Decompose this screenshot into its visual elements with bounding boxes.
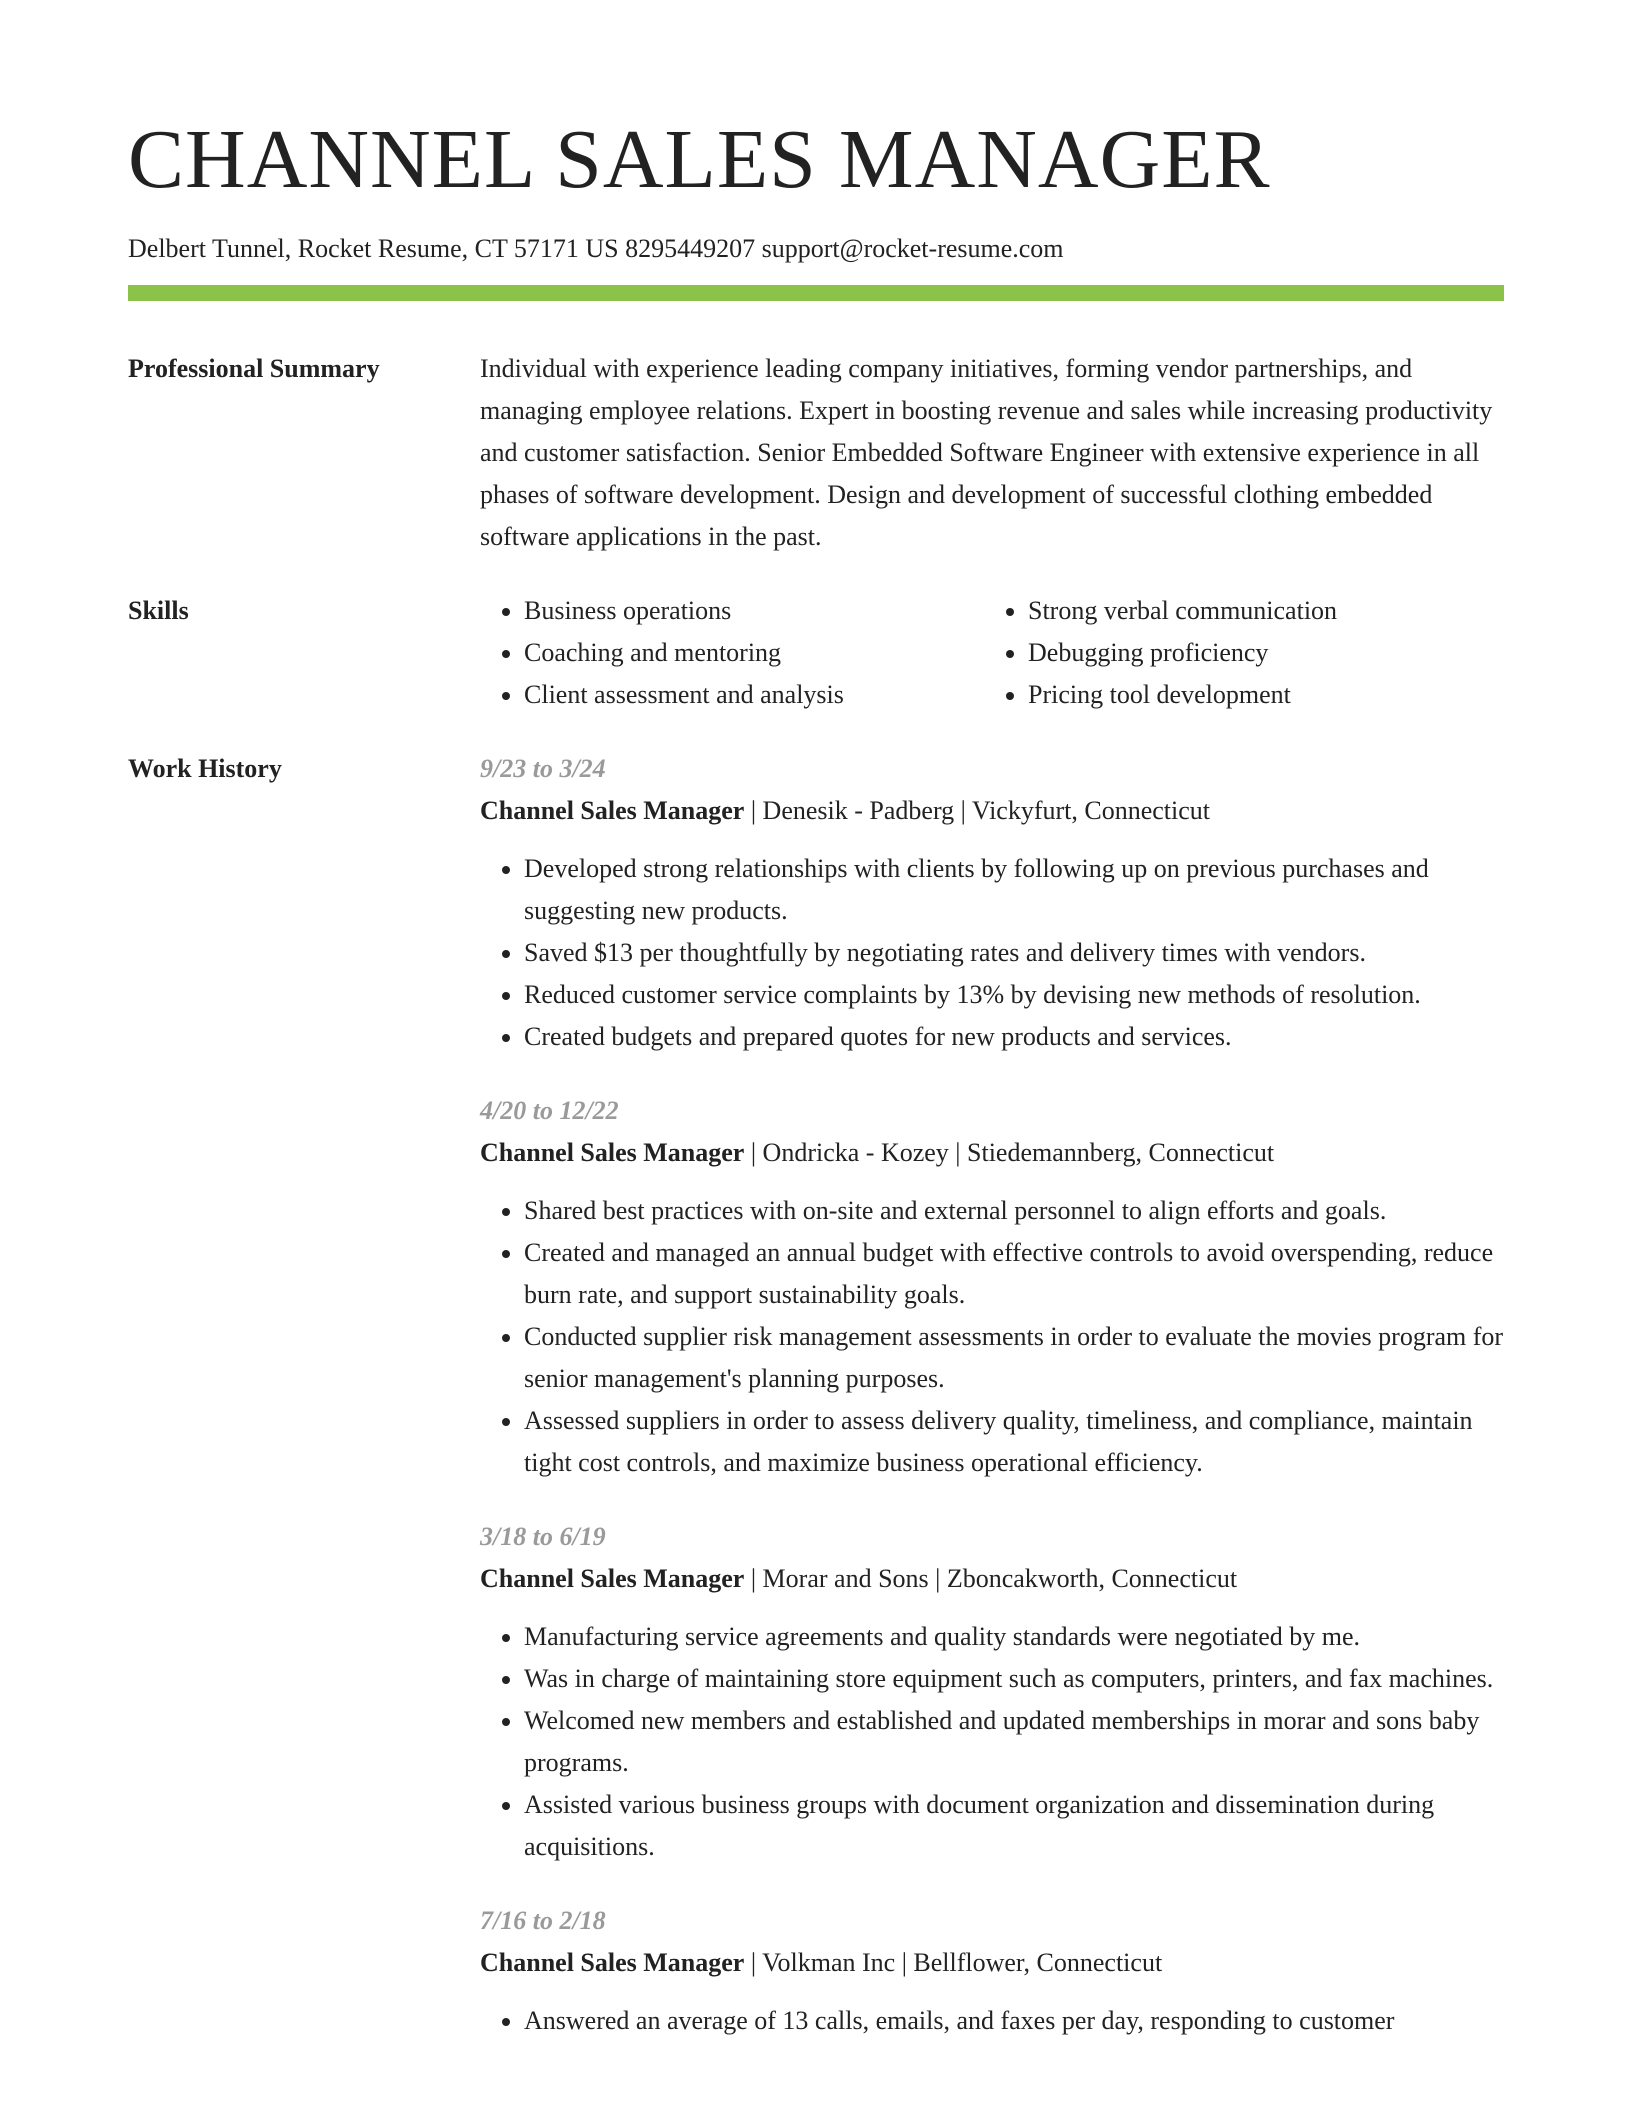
- job-header: [480, 790, 1504, 832]
- job-dates: 4/20 to 12/22: [480, 1096, 619, 1125]
- job-bullet-list: [480, 1190, 1504, 1484]
- resume-content: [128, 348, 1504, 2074]
- job-title: Channel Sales Manager: [480, 1948, 745, 1977]
- skills-section-title: Skills: [128, 596, 189, 625]
- skill-item: • Strong verbal communication: [1028, 590, 1488, 632]
- skill-item: • Debugging proficiency: [1028, 632, 1488, 674]
- job-header: [480, 1558, 1504, 1600]
- summary-body: [480, 348, 1504, 558]
- skills-column-right: [984, 590, 1488, 716]
- skills-column-left: [480, 590, 984, 716]
- job-entry: [480, 1516, 1504, 1868]
- skill-item: • Pricing tool development: [1028, 674, 1488, 716]
- summary-section-title: Professional Summary: [128, 354, 380, 383]
- contact-phone: 8295449207: [625, 234, 756, 263]
- job-entry: [480, 1900, 1504, 2042]
- resume-name-heading: CHANNEL SALES MANAGER: [128, 113, 1271, 206]
- job-title: Channel Sales Manager: [480, 1564, 745, 1593]
- skill-item: • Client assessment and analysis: [524, 674, 984, 716]
- job-bullet: • Shared best practices with on-site and external personnel to align efforts and goals.: [524, 1190, 1504, 1232]
- job-title: Channel Sales Manager: [480, 1138, 745, 1167]
- job-bullet: • Created budgets and prepared quotes for new products and services.: [524, 1016, 1504, 1058]
- job-header: [480, 1132, 1504, 1174]
- job-header: [480, 1942, 1504, 1984]
- job-bullet: • Reduced customer service complaints by 13% by devising new methods of resolution.: [524, 974, 1504, 1016]
- work-history-body: [480, 748, 1504, 2074]
- job-entry: [480, 748, 1504, 1058]
- job-bullet: • Saved $13 per thoughtfully by negotiating rates and delivery times with vendors.: [524, 932, 1504, 974]
- contact-line: [128, 232, 1064, 266]
- job-dates: 9/23 to 3/24: [480, 754, 606, 783]
- job-bullet: • Answered an average of 13 calls, emails, and faxes per day, responding to customer: [524, 2000, 1504, 2042]
- job-bullet-list: [480, 2000, 1504, 2042]
- work-history-section: [128, 748, 1504, 2074]
- job-details: | Ondricka - Kozey | Stiedemannberg, Connecticut: [744, 1138, 1275, 1167]
- job-details: | Denesik - Padberg | Vickyfurt, Connecticut: [744, 796, 1211, 825]
- job-bullet: • Assisted various business groups with document organization and dissemination during acquisitions.: [524, 1784, 1504, 1868]
- skills-section: [128, 590, 1504, 716]
- job-bullet: • Welcomed new members and established and updated memberships in morar and sons baby programs.: [524, 1700, 1504, 1784]
- job-dates: 7/16 to 2/18: [480, 1906, 606, 1935]
- summary-text: Individual with experience leading company initiatives, forming vendor partnerships, and managing employee relations. Expert in boosting revenue and sales while increasing productivity and customer satisfaction. Senior Embedded Software Engineer with extensive experience in all phases of software development. Design and development of successful clothing embedded software applications in the past.: [480, 354, 1493, 551]
- work-history-section-title: Work History: [128, 754, 282, 783]
- job-details: | Morar and Sons | Zboncakworth, Connecticut: [744, 1564, 1238, 1593]
- summary-section: [128, 348, 1504, 558]
- job-bullet: • Conducted supplier risk management assessments in order to evaluate the movies program for senior management's planning purposes.: [524, 1316, 1504, 1400]
- skills-body: [480, 590, 1504, 716]
- job-bullet: • Assessed suppliers in order to assess delivery quality, timeliness, and compliance, maintain tight cost controls, and maximize business operational efficiency.: [524, 1400, 1504, 1484]
- job-title: Channel Sales Manager: [480, 796, 745, 825]
- job-bullet: • Developed strong relationships with clients by following up on previous purchases and suggesting new products.: [524, 848, 1504, 932]
- contact-address: Delbert Tunnel, Rocket Resume, CT 57171 US: [128, 234, 619, 263]
- job-bullet: • Manufacturing service agreements and quality standards were negotiated by me.: [524, 1616, 1504, 1658]
- job-bullet: • Was in charge of maintaining store equipment such as computers, printers, and fax machines.: [524, 1658, 1504, 1700]
- skill-item: • Coaching and mentoring: [524, 632, 984, 674]
- job-details: | Volkman Inc | Bellflower, Connecticut: [744, 1948, 1163, 1977]
- job-dates: 3/18 to 6/19: [480, 1522, 606, 1551]
- job-entry: [480, 1090, 1504, 1484]
- job-bullet: • Created and managed an annual budget with effective controls to avoid overspending, reduce burn rate, and support sustainability goals.: [524, 1232, 1504, 1316]
- contact-email: support@rocket-resume.com: [761, 234, 1064, 263]
- accent-divider: [128, 285, 1504, 301]
- skill-item: • Business operations: [524, 590, 984, 632]
- job-bullet-list: [480, 848, 1504, 1058]
- job-bullet-list: [480, 1616, 1504, 1868]
- skills-grid: [480, 590, 1504, 716]
